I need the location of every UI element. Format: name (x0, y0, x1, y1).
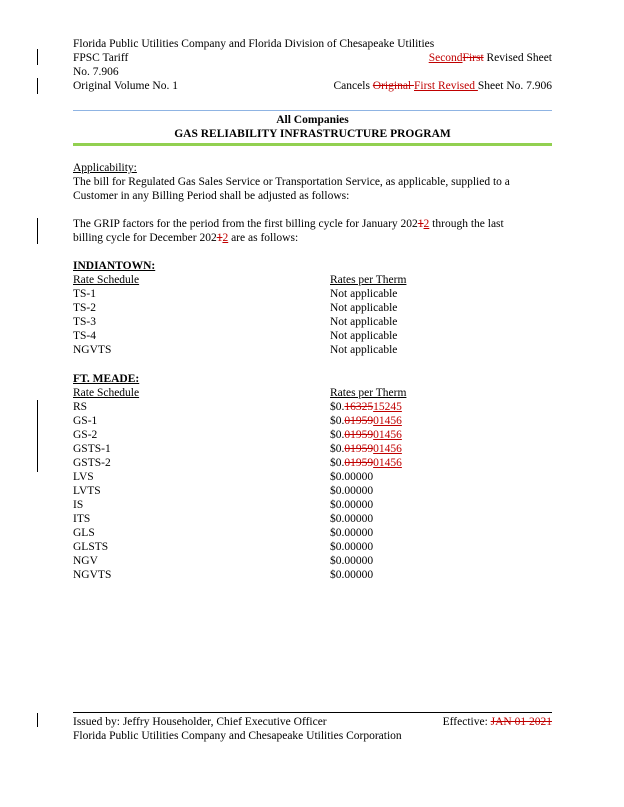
indiantown-col-rates: Rates per Therm (330, 274, 407, 286)
header-revised-sheet-tail: Revised Sheet (483, 52, 552, 64)
header-company: Florida Public Utilities Company and Florida Division of Chesapeake Utilities (73, 38, 435, 50)
header-rule-bottom (73, 143, 552, 146)
header-rule-top (73, 110, 552, 111)
table-row-schedule: GLS (73, 527, 95, 539)
effective-label: Effective: (442, 716, 491, 728)
table-row-rate: Not applicable (330, 302, 398, 314)
table-row-rate (330, 568, 373, 582)
table-row-rate: Not applicable (330, 344, 398, 356)
deleted-text: 16325 (344, 401, 374, 413)
table-row-schedule: TS-4 (73, 330, 96, 342)
inserted-text: 2 (423, 218, 430, 230)
grip-text-part: billing cycle for December 202 (73, 232, 217, 244)
applicability-text-1: The bill for Regulated Gas Sales Service or Transportation Service, as applicable, supplied to a (73, 176, 510, 188)
header-revised-sheet (429, 51, 552, 65)
ftmeade-heading: FT. MEADE: (73, 373, 140, 385)
deleted-text: 01959 (344, 443, 374, 455)
header-tariff: FPSC Tariff (73, 52, 129, 64)
rate-prefix: $0. (330, 401, 345, 413)
rate-prefix: $0.00000 (330, 471, 374, 483)
applicability-heading: Applicability: (73, 162, 137, 174)
rate-prefix: $0.00000 (330, 527, 374, 539)
footer-effective (443, 715, 552, 729)
table-row-schedule: NGVTS (73, 344, 112, 356)
rate-prefix: $0.00000 (330, 541, 374, 553)
header-cancels (334, 79, 552, 93)
table-row-schedule: ITS (73, 513, 91, 525)
table-row-schedule: GLSTS (73, 541, 109, 553)
table-row-rate (330, 526, 373, 540)
table-row-schedule: GS-1 (73, 415, 98, 427)
table-row-rate (330, 456, 402, 470)
table-row-rate: Not applicable (330, 330, 398, 342)
rate-prefix: $0.00000 (330, 499, 374, 511)
table-row-rate: Not applicable (330, 316, 398, 328)
deleted-text: 1 (216, 232, 223, 244)
applicability-text-2: Customer in any Billing Period shall be adjusted as follows: (73, 190, 350, 202)
deleted-text: 01959 (344, 415, 374, 427)
footer-companies: Florida Public Utilities Company and Chesapeake Utilities Corporation (73, 730, 402, 742)
inserted-text: 01456 (373, 457, 402, 469)
rate-prefix: $0. (330, 457, 345, 469)
deleted-text: First (462, 52, 484, 64)
deleted-text: Original (372, 80, 414, 92)
inserted-text: 01456 (373, 429, 402, 441)
footer-issued-by: Issued by: Jeffry Householder, Chief Executive Officer (73, 716, 327, 728)
indiantown-heading: INDIANTOWN: (73, 260, 156, 272)
title-program: GAS RELIABILITY INFRASTRUCTURE PROGRAM (174, 128, 451, 140)
title-companies: All Companies (276, 114, 349, 126)
table-row-rate: Not applicable (330, 288, 398, 300)
grip-text-part: through the last (429, 218, 504, 230)
deleted-text: JAN 01 2021 (490, 716, 552, 728)
rate-prefix: $0. (330, 429, 345, 441)
rate-prefix: $0.00000 (330, 485, 374, 497)
deleted-text: 01959 (344, 429, 374, 441)
table-row-schedule: TS-2 (73, 302, 96, 314)
table-row-rate (330, 540, 373, 554)
header-sheet-no: No. 7.906 (73, 66, 119, 78)
table-row-rate (330, 414, 402, 428)
inserted-text: 2 (222, 232, 229, 244)
table-row-rate (330, 498, 373, 512)
change-bar (37, 218, 38, 244)
rate-prefix: $0.00000 (330, 569, 374, 581)
ftmeade-col-rates: Rates per Therm (330, 387, 407, 399)
cancels-tail: Sheet No. 7.906 (477, 80, 552, 92)
footer-rule (73, 712, 552, 713)
table-row-schedule: LVTS (73, 485, 101, 497)
inserted-text: 01456 (373, 443, 402, 455)
rate-prefix: $0.00000 (330, 513, 374, 525)
table-row-schedule: NGV (73, 555, 98, 567)
inserted-text: Second (428, 52, 463, 64)
table-row-rate (330, 512, 373, 526)
indiantown-col-schedule: Rate Schedule (73, 274, 140, 286)
grip-text-2 (73, 231, 298, 245)
table-row-schedule: NGVTS (73, 569, 112, 581)
table-row-schedule: IS (73, 499, 84, 511)
table-row-rate (330, 428, 402, 442)
table-row-schedule: TS-3 (73, 316, 96, 328)
grip-text-part: The GRIP factors for the period from the first billing cycle for January 202 (73, 218, 418, 230)
table-row-schedule: GSTS-1 (73, 443, 111, 455)
table-row-schedule: GS-2 (73, 429, 98, 441)
rate-prefix: $0. (330, 415, 345, 427)
table-row-rate (330, 554, 373, 568)
table-row-rate (330, 484, 373, 498)
inserted-text: First Revised (414, 80, 478, 92)
table-row-rate (330, 470, 373, 484)
grip-text-part: are as follows: (228, 232, 299, 244)
grip-text-1 (73, 217, 504, 231)
table-row-schedule: GSTS-2 (73, 457, 111, 469)
change-bar (37, 713, 38, 727)
change-bar (37, 49, 38, 65)
change-bar (37, 78, 38, 94)
table-row-rate (330, 400, 402, 414)
table-row-schedule: TS-1 (73, 288, 96, 300)
rate-prefix: $0. (330, 443, 345, 455)
ftmeade-col-schedule: Rate Schedule (73, 387, 140, 399)
inserted-text: 01456 (373, 415, 402, 427)
inserted-text: 15245 (373, 401, 402, 413)
cancels-label: Cancels (333, 80, 373, 92)
table-row-rate (330, 442, 402, 456)
table-row-schedule: LVS (73, 471, 94, 483)
deleted-text: 1 (417, 218, 424, 230)
table-row-schedule: RS (73, 401, 88, 413)
header-volume: Original Volume No. 1 (73, 80, 178, 92)
change-bar (37, 400, 38, 472)
deleted-text: 01959 (344, 457, 374, 469)
rate-prefix: $0.00000 (330, 555, 374, 567)
